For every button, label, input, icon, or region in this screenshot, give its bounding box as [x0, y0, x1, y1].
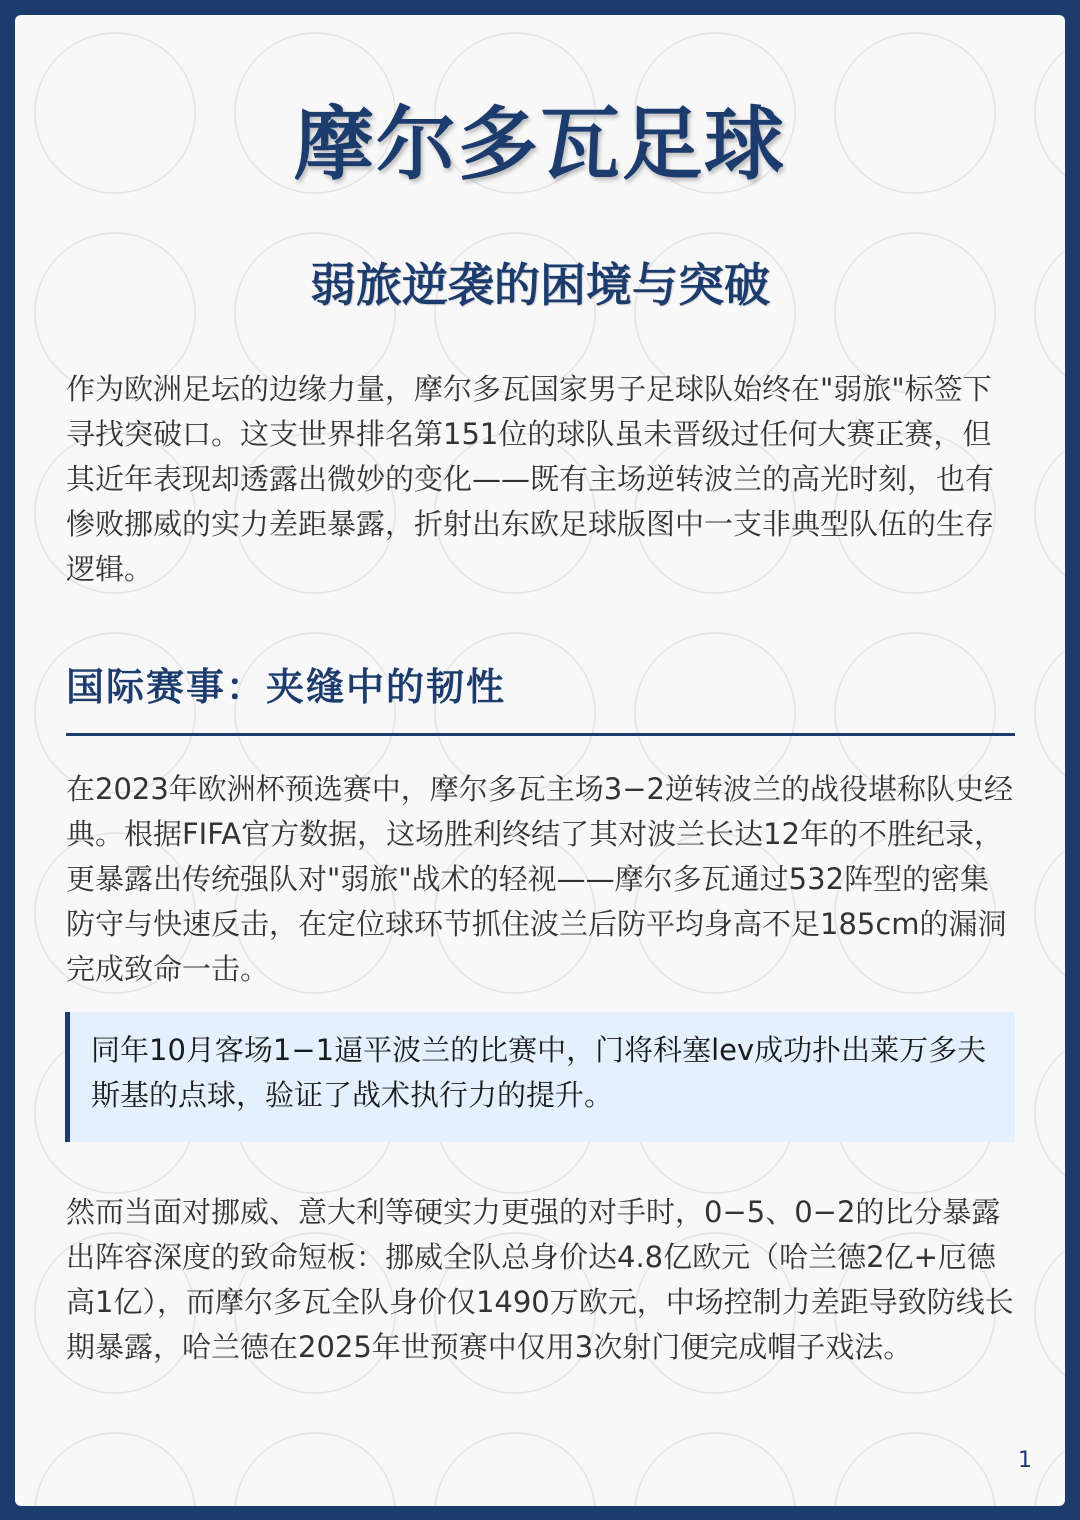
quote-text: 同年10月客场1−1逼平波兰的比赛中，门将科塞lev成功扑出莱万多夫斯基的点球，验证了战术执行力的提升。 [91, 1033, 987, 1112]
page-number: 1 [1018, 1448, 1032, 1473]
intro-paragraph: 作为欧洲足坛的边缘力量，摩尔多瓦国家男子足球队始终在"弱旅"标签下寻找突破口。这支世界排名第151位的球队虽未晋级过任何大赛正赛，但其近年表现却透露出微妙的变化——既有主场逆转波兰的高光时刻，也有惨败挪威的实力差距暴露，折射出东欧足球版图中一支非典型队伍的生存逻辑。 [66, 372, 995, 586]
body-paragraph-1: 在2023年欧洲杯预选赛中，摩尔多瓦主场3−2逆转波兰的战役堪称队史经典。根据FIFA官方数据，这场胜利终结了其对波兰长达12年的不胜纪录，更暴露出传统强队对"弱旅"战术的轻视——摩尔多瓦通过532阵型的密集防守与快速反击，在定位球环节抓住波兰后防平均身高不足185cm的漏洞完成致命一击。 [66, 772, 1014, 986]
highlight-quote [65, 1012, 1015, 1142]
page-content [15, 15, 1065, 1506]
page-title: 摩尔多瓦足球 [294, 98, 786, 191]
section-heading: 国际赛事：夹缝中的韧性 [66, 665, 507, 709]
section-divider [66, 733, 1015, 736]
body-paragraph-2: 然而当面对挪威、意大利等硬实力更强的对手时，0−5、0−2的比分暴露出阵容深度的致命短板：挪威全队总身价达4.8亿欧元（哈兰德2亿+厄德高1亿），而摩尔多瓦全队身价仅1490万欧元，中场控制力差距导致防线长期暴露，哈兰德在2025年世预赛中仅用3次射门便完成帽子戏法。 [66, 1195, 1014, 1364]
page-subtitle: 弱旅逆袭的困境与突破 [310, 258, 770, 312]
